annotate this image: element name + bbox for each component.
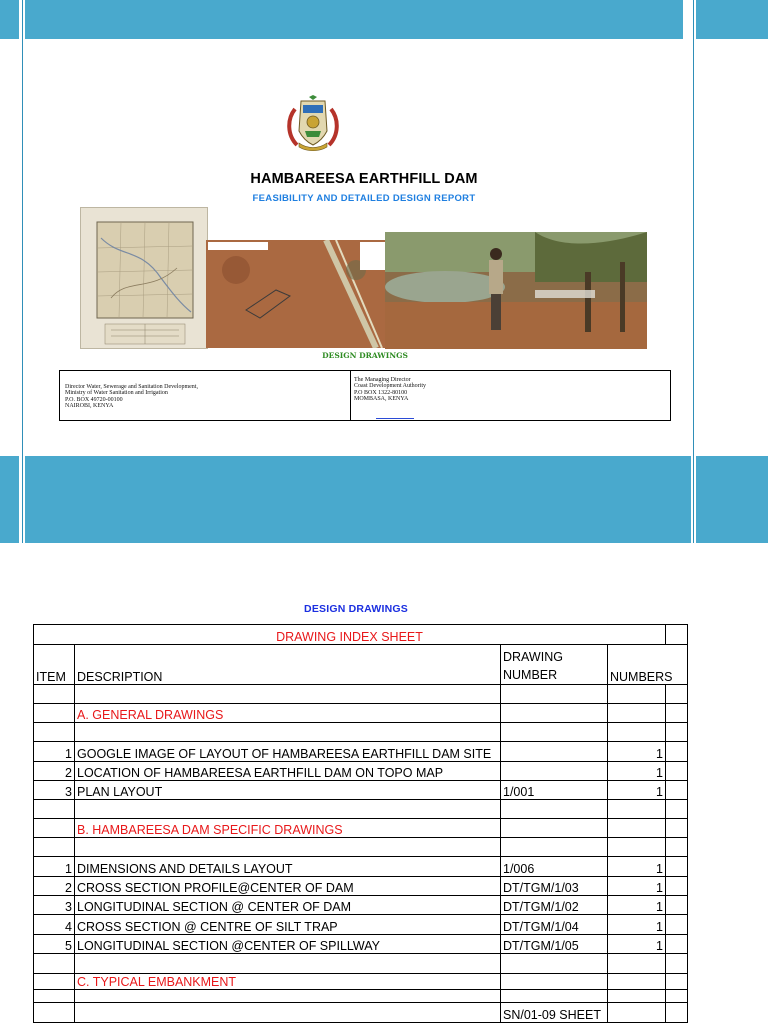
table-row (34, 685, 688, 704)
row-spacer-cell (666, 990, 688, 1003)
row-numbers-cell: 1 (608, 915, 666, 935)
table-row (34, 838, 688, 857)
row-description-cell: LONGITUDINAL SECTION @ CENTER OF DAM (75, 896, 501, 915)
row-spacer-cell (666, 685, 688, 704)
table-row (34, 896, 688, 915)
row-numbers-cell (608, 990, 666, 1003)
row-numbers-cell (608, 723, 666, 742)
table-row (34, 877, 688, 896)
address-link-underline[interactable] (376, 418, 414, 419)
row-drawing-number-cell (501, 974, 608, 990)
table-row (34, 723, 688, 742)
row-drawing-number-cell: 1/006 (501, 857, 608, 877)
row-description-cell (75, 723, 501, 742)
footer-band-left (0, 456, 19, 543)
page-border-right (693, 0, 694, 543)
row-spacer-cell (666, 762, 688, 781)
row-drawing-number-cell (501, 990, 608, 1003)
row-numbers-cell: 1 (608, 762, 666, 781)
footer-band-right (696, 456, 768, 543)
report-subtitle: FEASIBILITY AND DETAILED DESIGN REPORT (252, 193, 476, 204)
row-spacer-cell (666, 742, 688, 762)
row-drawing-number-cell (501, 838, 608, 857)
row-description-cell: PLAN LAYOUT (75, 781, 501, 800)
row-spacer-cell (666, 915, 688, 935)
table-row (34, 704, 688, 723)
table-row (34, 1003, 688, 1023)
row-numbers-cell: 1 (608, 935, 666, 954)
row-description-cell (75, 990, 501, 1003)
row-description-cell (75, 1003, 501, 1023)
page-border-left (22, 0, 23, 543)
row-drawing-number-cell: 1/001 (501, 781, 608, 800)
row-numbers-cell (608, 704, 666, 723)
row-spacer-cell (666, 935, 688, 954)
row-item-cell: 3 (34, 896, 75, 915)
row-spacer-cell (666, 781, 688, 800)
row-item-cell: 1 (34, 742, 75, 762)
table-row (34, 935, 688, 954)
row-drawing-number-cell (501, 723, 608, 742)
row-drawing-number-cell (501, 819, 608, 838)
table-row (34, 857, 688, 877)
row-spacer-cell (666, 819, 688, 838)
drawing-index-table (33, 624, 688, 1023)
col-header-numbers: NUMBERS (608, 645, 688, 685)
row-item-cell (34, 974, 75, 990)
header-band-left (0, 0, 19, 39)
row-numbers-cell (608, 819, 666, 838)
drawing-index-sheet-title: DRAWING INDEX SHEET (34, 625, 666, 645)
row-item-cell (34, 1003, 75, 1023)
row-item-cell (34, 838, 75, 857)
row-spacer-cell (666, 723, 688, 742)
row-drawing-number-cell: DT/TGM/1/02 (501, 896, 608, 915)
row-description-cell: LONGITUDINAL SECTION @CENTER OF SPILLWAY (75, 935, 501, 954)
row-item-cell: 3 (34, 781, 75, 800)
row-item-cell (34, 723, 75, 742)
row-description-cell: B. HAMBAREESA DAM SPECIFIC DRAWINGS (75, 819, 501, 838)
col-header-drawing-number: DRAWING NUMBER (501, 645, 608, 685)
topo-map-image (80, 207, 208, 349)
header-band (25, 0, 683, 39)
row-spacer-cell (666, 954, 688, 974)
table-row (34, 954, 688, 974)
row-item-cell (34, 685, 75, 704)
row-drawing-number-cell (501, 704, 608, 723)
table-row (34, 800, 688, 819)
row-drawing-number-cell: DT/TGM/1/03 (501, 877, 608, 896)
row-description-cell: CROSS SECTION PROFILE@CENTER OF DAM (75, 877, 501, 896)
row-item-cell (34, 990, 75, 1003)
row-numbers-cell (608, 838, 666, 857)
row-drawing-number-cell: SN/01-09 SHEET (501, 1003, 608, 1023)
row-spacer-cell (666, 857, 688, 877)
row-numbers-cell: 1 (608, 742, 666, 762)
table-row (34, 742, 688, 762)
row-description-cell: A. GENERAL DRAWINGS (75, 704, 501, 723)
row-drawing-number-cell (501, 742, 608, 762)
row-numbers-cell (608, 800, 666, 819)
row-item-cell (34, 954, 75, 974)
row-spacer-cell (666, 896, 688, 915)
col-header-description: DESCRIPTION (75, 645, 501, 685)
address-table-divider (350, 370, 351, 421)
address-coast-authority: The Managing Director Coast Development Authority P.O BOX 1322-80100 MOMBASA, KENYA (354, 377, 426, 403)
row-drawing-number-cell: DT/TGM/1/04 (501, 915, 608, 935)
design-drawings-label: DESIGN DRAWINGS (322, 351, 408, 360)
row-numbers-cell: 1 (608, 781, 666, 800)
row-drawing-number-cell (501, 800, 608, 819)
row-drawing-number-cell (501, 762, 608, 781)
row-description-cell (75, 838, 501, 857)
row-item-cell (34, 800, 75, 819)
design-drawings-heading: DESIGN DRAWINGS (304, 603, 408, 615)
row-spacer-cell (666, 704, 688, 723)
row-description-cell: LOCATION OF HAMBAREESA EARTHFILL DAM ON TOPO MAP (75, 762, 501, 781)
row-item-cell: 1 (34, 857, 75, 877)
col-header-item: ITEM (34, 645, 75, 685)
row-spacer-cell (666, 838, 688, 857)
footer-band (25, 456, 691, 543)
row-description-cell (75, 954, 501, 974)
table-row (34, 781, 688, 800)
row-numbers-cell (608, 954, 666, 974)
row-description-cell: DIMENSIONS AND DETAILS LAYOUT (75, 857, 501, 877)
row-item-cell: 4 (34, 915, 75, 935)
kenya-coat-of-arms-seal-icon (283, 95, 343, 153)
table-row (34, 915, 688, 935)
row-numbers-cell: 1 (608, 877, 666, 896)
row-numbers-cell: 1 (608, 857, 666, 877)
row-drawing-number-cell: DT/TGM/1/05 (501, 935, 608, 954)
table-row (34, 762, 688, 781)
row-item-cell: 2 (34, 762, 75, 781)
header-band-right (696, 0, 768, 39)
row-item-cell (34, 704, 75, 723)
table-row (34, 990, 688, 1003)
row-numbers-cell: 1 (608, 896, 666, 915)
row-description-cell (75, 685, 501, 704)
row-spacer-cell (666, 1003, 688, 1023)
row-spacer-cell (666, 800, 688, 819)
row-item-cell (34, 819, 75, 838)
row-description-cell: GOOGLE IMAGE OF LAYOUT OF HAMBAREESA EARTHFILL DAM SITE (75, 742, 501, 762)
table-row (34, 974, 688, 990)
report-title: HAMBAREESA EARTHFILL DAM (250, 171, 478, 187)
aerial-google-image (206, 240, 387, 348)
row-item-cell: 5 (34, 935, 75, 954)
row-description-cell (75, 800, 501, 819)
row-spacer-cell (666, 877, 688, 896)
table-header-row (34, 645, 688, 685)
row-spacer-cell (666, 974, 688, 990)
row-item-cell: 2 (34, 877, 75, 896)
row-numbers-cell (608, 1003, 666, 1023)
table-title-row (34, 625, 688, 645)
dam-site-photo (385, 232, 647, 349)
table-row (34, 819, 688, 838)
row-description-cell: CROSS SECTION @ CENTRE OF SILT TRAP (75, 915, 501, 935)
row-description-cell: C. TYPICAL EMBANKMENT (75, 974, 501, 990)
address-ministry: Director Water, Sewerage and Sanitation Development, Ministry of Water Sanitation and Irrigation P.O. BOX 49720-00100 NAIROBI, KENYA (65, 384, 198, 410)
row-drawing-number-cell (501, 954, 608, 974)
row-numbers-cell (608, 685, 666, 704)
row-numbers-cell (608, 974, 666, 990)
row-drawing-number-cell (501, 685, 608, 704)
